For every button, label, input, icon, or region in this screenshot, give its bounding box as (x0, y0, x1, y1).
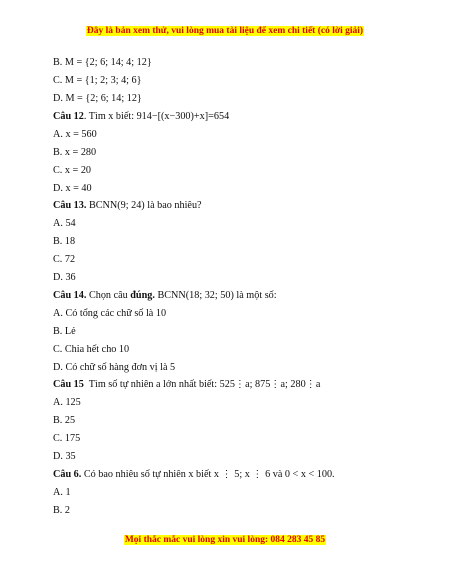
option-line: A. Có tổng các chữ số là 10 (53, 308, 167, 319)
question-number: Câu 15 (53, 379, 84, 390)
option-line: C. M = {1; 2; 3; 4; 6} (53, 75, 142, 86)
option-line: A. 125 (53, 397, 81, 408)
option-line: A. 1 (53, 487, 71, 498)
option-line: A. x = 560 (53, 129, 97, 140)
option-line: A. 54 (53, 218, 76, 229)
option-line: D. M = {2; 6; 14; 12} (53, 93, 142, 104)
option-line: B. x = 280 (53, 147, 97, 158)
contact-notice-banner (0, 535, 450, 545)
question-number: Câu 13. (53, 200, 87, 211)
option-line: D. Có chữ số hàng đơn vị là 5 (53, 362, 176, 373)
contact-notice-text: Mọi thắc mắc vui lòng xin vui lòng: 084 283 45 85 (124, 535, 326, 545)
question-line: Câu 14. Chọn câu đúng. BCNN(18; 32; 50) là một số: (53, 290, 277, 301)
option-line: B. 18 (53, 236, 76, 247)
preview-notice-text: Đây là bản xem thử, vui lòng mua tài liệu để xem chi tiết (có lời giải) (86, 26, 364, 36)
question-line: Câu 13. BCNN(9; 24) là bao nhiêu? (53, 200, 202, 211)
preview-notice-banner (0, 26, 450, 36)
option-line: D. 35 (53, 451, 76, 462)
option-line: B. Lẻ (53, 326, 76, 337)
option-line: D. x = 40 (53, 183, 92, 194)
question-line: Câu 15 Tìm số tự nhiên a lớn nhất biết: 525⋮a; 875⋮a; 280⋮a (53, 379, 321, 390)
option-line: B. M = {2; 6; 14; 4; 12} (53, 57, 152, 68)
question-line: Câu 12. Tìm x biết: 914−[(x−300)+x]=654 (53, 111, 230, 122)
option-line: D. 36 (53, 272, 76, 283)
option-line: C. 175 (53, 433, 81, 444)
question-number: Câu 14. (53, 290, 87, 301)
option-line: C. 72 (53, 254, 76, 265)
option-line: B. 2 (53, 505, 70, 516)
question-line: Câu 6. Có bao nhiêu số tự nhiên x biết x ⋮ 5; x ⋮ 6 và 0 < x < 100. (53, 469, 335, 480)
question-number: Câu 6. (53, 469, 82, 480)
option-line: B. 25 (53, 415, 76, 426)
option-line: C. Chia hết cho 10 (53, 344, 130, 355)
question-number: Câu 12 (53, 111, 84, 122)
option-line: C. x = 20 (53, 165, 92, 176)
